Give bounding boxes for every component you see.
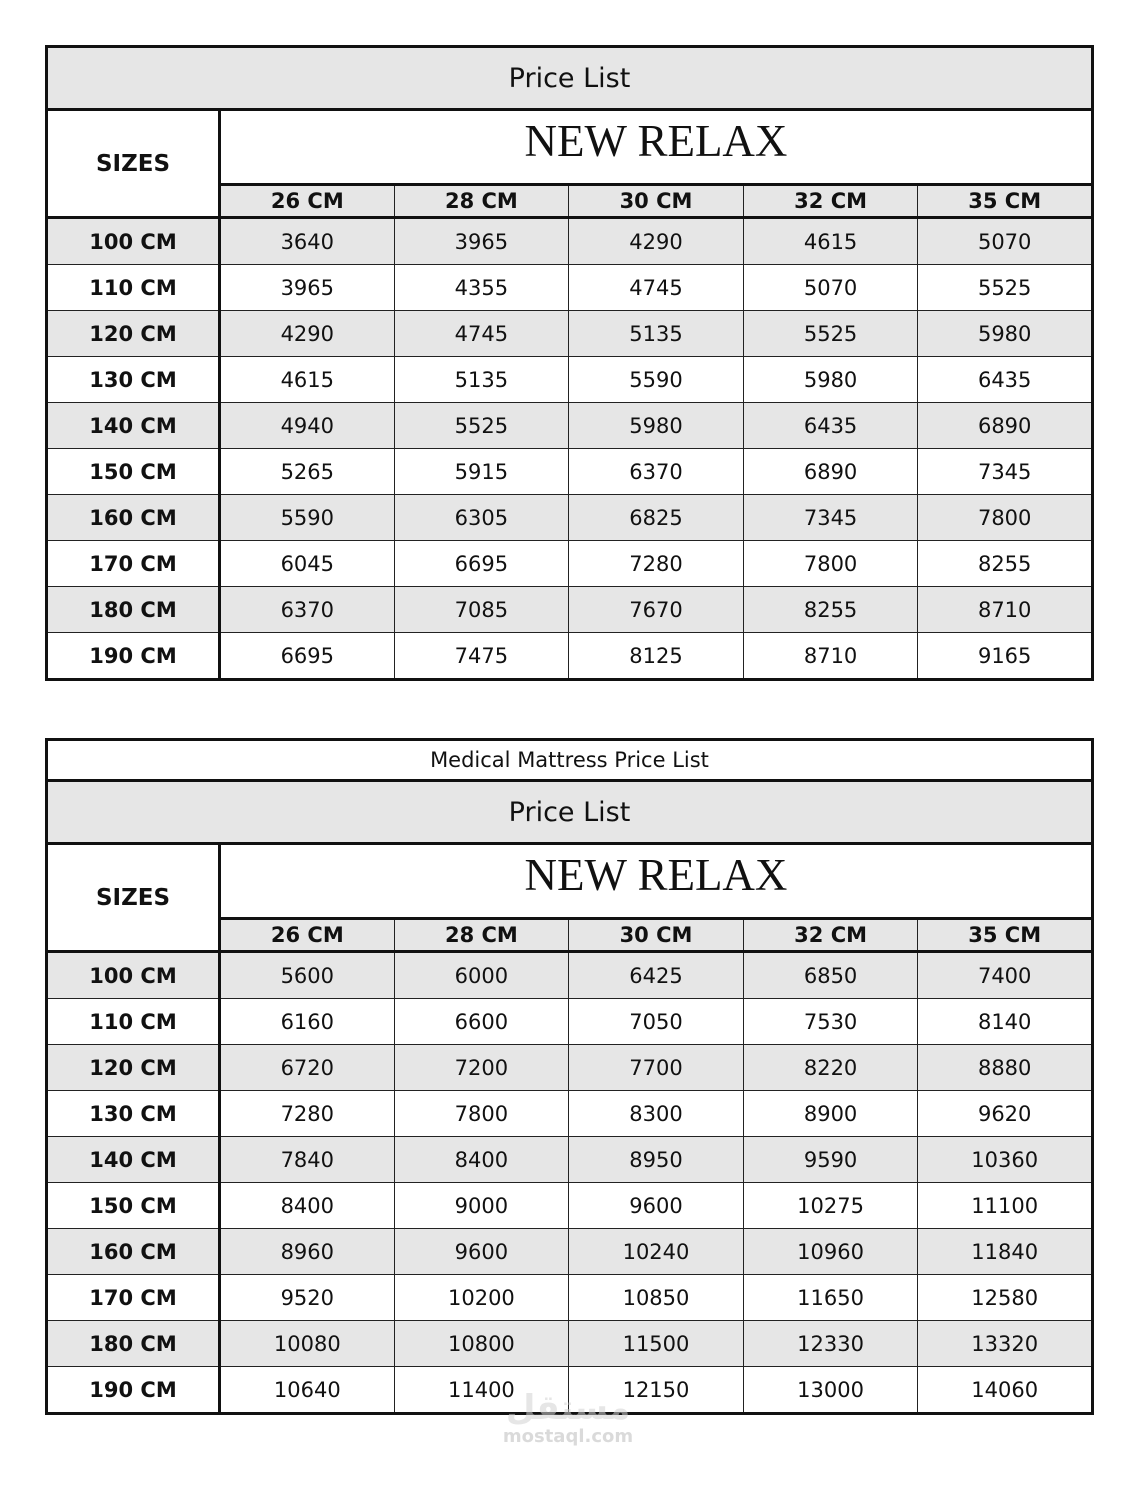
price-cell: 5980 [918, 311, 1093, 357]
row-size-label: 120 CM [47, 1045, 220, 1091]
price-table-medical-mattress [45, 738, 1094, 1415]
table-row [47, 449, 1093, 495]
price-cell: 4290 [220, 311, 395, 357]
price-cell: 5265 [220, 449, 395, 495]
price-cell: 5980 [569, 403, 744, 449]
price-cell: 7280 [569, 541, 744, 587]
price-cell: 6695 [394, 541, 569, 587]
price-cell: 6695 [220, 633, 395, 680]
price-cell: 12330 [743, 1321, 918, 1367]
row-size-label: 160 CM [47, 1229, 220, 1275]
price-cell: 5070 [918, 218, 1093, 265]
price-cell: 6850 [743, 952, 918, 999]
price-cell: 4745 [394, 311, 569, 357]
column-header: 28 CM [394, 919, 569, 952]
price-cell: 9165 [918, 633, 1093, 680]
price-cell: 8400 [394, 1137, 569, 1183]
price-cell: 9600 [569, 1183, 744, 1229]
price-cell: 13320 [918, 1321, 1093, 1367]
price-cell: 11840 [918, 1229, 1093, 1275]
price-cell: 6000 [394, 952, 569, 999]
price-cell: 8125 [569, 633, 744, 680]
column-header: 28 CM [394, 185, 569, 218]
row-size-label: 160 CM [47, 495, 220, 541]
price-cell: 6370 [220, 587, 395, 633]
price-cell: 5525 [394, 403, 569, 449]
price-cell: 5135 [569, 311, 744, 357]
row-size-label: 110 CM [47, 265, 220, 311]
watermark-latin: mostaql.com [502, 1426, 634, 1447]
price-cell: 7840 [220, 1137, 395, 1183]
price-cell: 8300 [569, 1091, 744, 1137]
price-cell: 11500 [569, 1321, 744, 1367]
table-row [47, 952, 1093, 999]
table-row [47, 403, 1093, 449]
price-cell: 7800 [394, 1091, 569, 1137]
price-cell: 7280 [220, 1091, 395, 1137]
price-cell: 6435 [918, 357, 1093, 403]
column-header: 32 CM [743, 919, 918, 952]
price-cell: 14060 [918, 1367, 1093, 1414]
price-cell: 10360 [918, 1137, 1093, 1183]
price-cell: 3965 [394, 218, 569, 265]
watermark-arabic: مستقل [505, 1388, 631, 1428]
price-cell: 3965 [220, 265, 395, 311]
table-row [47, 1137, 1093, 1183]
price-cell: 7400 [918, 952, 1093, 999]
price-cell: 6600 [394, 999, 569, 1045]
row-size-label: 170 CM [47, 541, 220, 587]
column-header: 26 CM [220, 185, 395, 218]
price-cell: 7530 [743, 999, 918, 1045]
price-cell: 6305 [394, 495, 569, 541]
table-title: Price List [47, 781, 1093, 844]
table-row [47, 999, 1093, 1045]
table-row [47, 1275, 1093, 1321]
sizes-header: SIZES [47, 110, 220, 218]
column-header: 26 CM [220, 919, 395, 952]
table-row [47, 311, 1093, 357]
brand-name: NEW RELAX [220, 844, 1093, 919]
column-header: 30 CM [569, 185, 744, 218]
price-cell: 8255 [918, 541, 1093, 587]
price-cell: 6425 [569, 952, 744, 999]
price-cell: 3640 [220, 218, 395, 265]
price-cell: 9000 [394, 1183, 569, 1229]
price-cell: 7800 [743, 541, 918, 587]
price-cell: 6890 [918, 403, 1093, 449]
price-cell: 4615 [743, 218, 918, 265]
table-caption: Medical Mattress Price List [47, 740, 1093, 781]
price-cell: 10960 [743, 1229, 918, 1275]
price-cell: 11400 [394, 1367, 569, 1414]
price-cell: 8220 [743, 1045, 918, 1091]
brand-name: NEW RELAX [220, 110, 1093, 185]
row-size-label: 100 CM [47, 218, 220, 265]
table-row [47, 1321, 1093, 1367]
column-header: 30 CM [569, 919, 744, 952]
price-cell: 9520 [220, 1275, 395, 1321]
price-cell: 10200 [394, 1275, 569, 1321]
table-row [47, 1229, 1093, 1275]
price-cell: 7700 [569, 1045, 744, 1091]
price-cell: 9590 [743, 1137, 918, 1183]
price-cell: 12150 [569, 1367, 744, 1414]
price-cell: 10640 [220, 1367, 395, 1414]
row-size-label: 140 CM [47, 403, 220, 449]
table-row [47, 633, 1093, 680]
row-size-label: 150 CM [47, 449, 220, 495]
price-cell: 11100 [918, 1183, 1093, 1229]
price-cell: 7050 [569, 999, 744, 1045]
price-cell: 6045 [220, 541, 395, 587]
price-cell: 5590 [569, 357, 744, 403]
price-cell: 7800 [918, 495, 1093, 541]
price-cell: 5915 [394, 449, 569, 495]
price-cell: 5590 [220, 495, 395, 541]
price-cell: 10800 [394, 1321, 569, 1367]
row-size-label: 190 CM [47, 633, 220, 680]
price-cell: 12580 [918, 1275, 1093, 1321]
sizes-header: SIZES [47, 844, 220, 952]
price-cell: 7345 [918, 449, 1093, 495]
row-size-label: 170 CM [47, 1275, 220, 1321]
price-cell: 4355 [394, 265, 569, 311]
table-row [47, 218, 1093, 265]
price-cell: 5070 [743, 265, 918, 311]
table-row [47, 1183, 1093, 1229]
price-cell: 5600 [220, 952, 395, 999]
row-size-label: 130 CM [47, 1091, 220, 1137]
row-size-label: 120 CM [47, 311, 220, 357]
price-cell: 8880 [918, 1045, 1093, 1091]
table-row [47, 587, 1093, 633]
column-header: 35 CM [918, 185, 1093, 218]
price-cell: 7085 [394, 587, 569, 633]
price-cell: 6370 [569, 449, 744, 495]
price-cell: 4940 [220, 403, 395, 449]
row-size-label: 190 CM [47, 1367, 220, 1414]
price-cell: 10275 [743, 1183, 918, 1229]
price-cell: 8400 [220, 1183, 395, 1229]
table-row [47, 1091, 1093, 1137]
table-row [47, 1045, 1093, 1091]
price-cell: 8140 [918, 999, 1093, 1045]
price-cell: 6890 [743, 449, 918, 495]
table-row [47, 357, 1093, 403]
row-size-label: 150 CM [47, 1183, 220, 1229]
price-cell: 11650 [743, 1275, 918, 1321]
watermark [498, 1390, 638, 1447]
price-cell: 7670 [569, 587, 744, 633]
price-cell: 10240 [569, 1229, 744, 1275]
price-cell: 7200 [394, 1045, 569, 1091]
price-cell: 10080 [220, 1321, 395, 1367]
price-cell: 5525 [918, 265, 1093, 311]
price-cell: 4290 [569, 218, 744, 265]
price-cell: 6160 [220, 999, 395, 1045]
row-size-label: 110 CM [47, 999, 220, 1045]
table-row [47, 541, 1093, 587]
row-size-label: 180 CM [47, 587, 220, 633]
price-cell: 8710 [918, 587, 1093, 633]
price-cell: 8710 [743, 633, 918, 680]
price-table-new-relax [45, 45, 1094, 681]
price-cell: 5980 [743, 357, 918, 403]
row-size-label: 140 CM [47, 1137, 220, 1183]
table-row [47, 495, 1093, 541]
price-cell: 6825 [569, 495, 744, 541]
price-cell: 6720 [220, 1045, 395, 1091]
row-size-label: 180 CM [47, 1321, 220, 1367]
price-cell: 9600 [394, 1229, 569, 1275]
price-cell: 10850 [569, 1275, 744, 1321]
row-size-label: 100 CM [47, 952, 220, 999]
table-row [47, 265, 1093, 311]
column-header: 32 CM [743, 185, 918, 218]
price-cell: 6435 [743, 403, 918, 449]
table-title: Price List [47, 47, 1093, 110]
price-cell: 7345 [743, 495, 918, 541]
column-header: 35 CM [918, 919, 1093, 952]
price-cell: 9620 [918, 1091, 1093, 1137]
price-cell: 13000 [743, 1367, 918, 1414]
price-cell: 8960 [220, 1229, 395, 1275]
price-cell: 8900 [743, 1091, 918, 1137]
price-cell: 5135 [394, 357, 569, 403]
price-cell: 4745 [569, 265, 744, 311]
price-cell: 7475 [394, 633, 569, 680]
row-size-label: 130 CM [47, 357, 220, 403]
price-cell: 8950 [569, 1137, 744, 1183]
price-cell: 8255 [743, 587, 918, 633]
price-cell: 4615 [220, 357, 395, 403]
price-cell: 5525 [743, 311, 918, 357]
